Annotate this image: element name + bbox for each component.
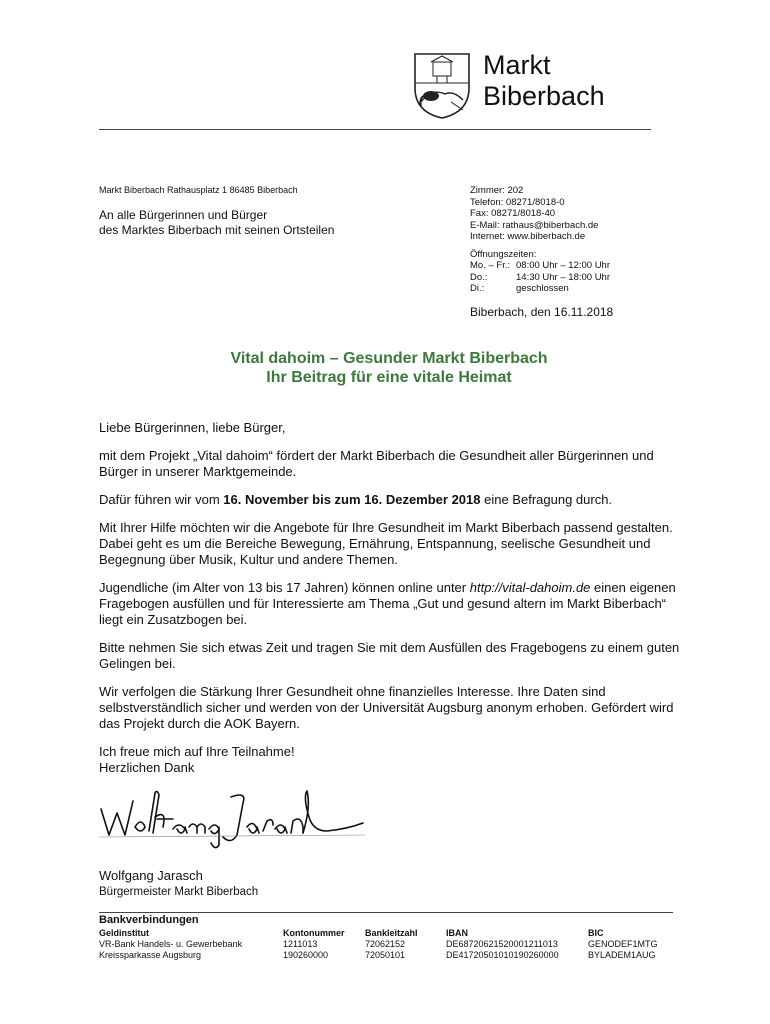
bank-cell: 190260000 bbox=[283, 950, 329, 960]
youth-text-post: einen eigenen Fragebogen ausfüllen und für Interessierte am Thema „Gut und gesund altern im Markt Biberbach“ liegt ein Zusatzbogen bei. bbox=[99, 580, 676, 627]
recipient-line1: An alle Bürgerinnen und Bürger bbox=[99, 208, 268, 222]
opening-hours-time: 08:00 Uhr – 12:00 Uhr bbox=[516, 260, 611, 271]
contact-fax: Fax: 08271/8018-40 bbox=[470, 208, 556, 219]
opening-hours-day: Mo. – Fr.: bbox=[470, 260, 511, 271]
opening-hours-time: geschlossen bbox=[516, 283, 569, 294]
bank-cell: GENODEF1MTG bbox=[588, 939, 658, 949]
closing-line2: Herzlichen Dank bbox=[99, 760, 195, 775]
salutation: Liebe Bürgerinnen, liebe Bürger, bbox=[99, 420, 286, 435]
opening-hours-label: Öffnungszeiten: bbox=[470, 248, 537, 260]
letter-body bbox=[99, 420, 689, 776]
contact-block bbox=[470, 185, 610, 295]
paragraph-request: Bitte nehmen Sie sich etwas Zeit und tragen Sie mit dem Ausfüllen des Fragebogens zu einem guten Gelingen bei. bbox=[99, 640, 680, 671]
opening-hours-time: 14:30 Uhr – 18:00 Uhr bbox=[516, 271, 611, 283]
town-name-line1: Markt bbox=[483, 50, 551, 80]
signatory-name: Wolfgang Jarasch bbox=[99, 868, 203, 883]
paragraph-intro: mit dem Projekt „Vital dahoim“ fördert der Markt Biberbach die Gesundheit aller Bürgerinnen und Bürger in unserer Marktgemeinde. bbox=[99, 448, 654, 479]
coat-of-arms-icon bbox=[411, 50, 473, 120]
bank-cell: DE41720501010190260000 bbox=[446, 950, 559, 960]
bank-cell: DE68720621520001211013 bbox=[446, 939, 558, 949]
letter-date: Biberbach, den 16.11.2018 bbox=[470, 305, 614, 319]
bank-column-blz bbox=[365, 928, 418, 961]
bank-column-account bbox=[283, 928, 345, 961]
opening-hours-day: Do.: bbox=[470, 271, 488, 283]
bank-cell: BYLADEM1AUG bbox=[588, 950, 656, 960]
footer-divider bbox=[99, 912, 673, 913]
bank-column-bic bbox=[588, 928, 658, 961]
survey-text-pre: Dafür führen wir vom bbox=[99, 492, 224, 507]
survey-text-post: eine Befragung durch. bbox=[480, 492, 613, 507]
bank-header: Kontonummer bbox=[283, 928, 345, 938]
paragraph-youth bbox=[99, 580, 689, 628]
bank-cell: Kreissparkasse Augsburg bbox=[99, 950, 202, 960]
recipient-line2: des Marktes Biberbach mit seinen Ortsteilen bbox=[99, 223, 335, 237]
recipient-block bbox=[99, 208, 334, 238]
bank-header: Bankleitzahl bbox=[365, 928, 418, 938]
bank-cell: 72050101 bbox=[365, 950, 406, 960]
survey-period: 16. November bis zum 16. Dezember 2018 bbox=[223, 492, 481, 507]
opening-hours-row bbox=[470, 272, 610, 284]
opening-hours-row bbox=[470, 260, 610, 272]
header-divider bbox=[99, 129, 651, 130]
bank-cell: VR-Bank Handels- u. Gewerbebank bbox=[99, 939, 243, 949]
headline-line1: Vital dahoim – Gesunder Markt Biberbach bbox=[230, 350, 548, 367]
headline-line2: Ihr Beitrag für eine vitale Heimat bbox=[266, 369, 512, 386]
bank-title: Bankverbindungen bbox=[99, 914, 199, 926]
bank-cell: 72062152 bbox=[365, 939, 406, 949]
contact-room: Zimmer: 202 bbox=[470, 185, 524, 196]
sender-line: Markt Biberbach Rathausplatz 1 86485 Biberbach bbox=[99, 185, 298, 195]
signatory bbox=[99, 868, 258, 900]
handwritten-signature bbox=[97, 787, 367, 852]
closing-line1: Ich freue mich auf Ihre Teilnahme! bbox=[99, 744, 295, 759]
town-name-line2: Biberbach bbox=[483, 81, 605, 111]
bank-cell: 1211013 bbox=[283, 939, 318, 949]
contact-internet[interactable]: Internet: www.biberbach.de bbox=[470, 231, 586, 242]
letter-headline bbox=[99, 349, 679, 387]
paragraph-survey-dates bbox=[99, 492, 689, 508]
paragraph-topics: Mit Ihrer Hilfe möchten wir die Angebote für Ihre Gesundheit im Markt Biberbach passend gestalten. Dabei geht es um die Bereiche Bewegung, Ernährung, Entspannung, seelische Gesundheit und Begegnung über Musik, Kultur und andere Themen. bbox=[99, 520, 673, 567]
survey-link[interactable]: http://vital-dahoim.de bbox=[469, 580, 591, 595]
contact-email[interactable]: E-Mail: rathaus@biberbach.de bbox=[470, 219, 599, 231]
paragraph-privacy: Wir verfolgen die Stärkung Ihrer Gesundheit ohne finanzielles Interesse. Ihre Daten sind selbstverständlich sicher und werden von der Universität Augsburg anonym erhoben. Gefördert wird das Projekt durch die AOK Bayern. bbox=[99, 684, 674, 731]
bank-column-institute bbox=[99, 928, 242, 961]
contact-phone: Telefon: 08271/8018-0 bbox=[470, 196, 565, 208]
bank-column-iban bbox=[446, 928, 559, 961]
youth-text-pre: Jugendliche (im Alter von 13 bis 17 Jahren) können online unter bbox=[99, 580, 470, 595]
signatory-role: Bürgermeister Markt Biberbach bbox=[99, 886, 259, 898]
opening-hours-day: Di.: bbox=[470, 283, 485, 294]
opening-hours-row bbox=[470, 283, 610, 295]
bank-header: Geldinstitut bbox=[99, 928, 149, 938]
bank-header: BIC bbox=[588, 928, 604, 938]
town-name bbox=[483, 50, 605, 112]
bank-header: IBAN bbox=[446, 928, 468, 938]
